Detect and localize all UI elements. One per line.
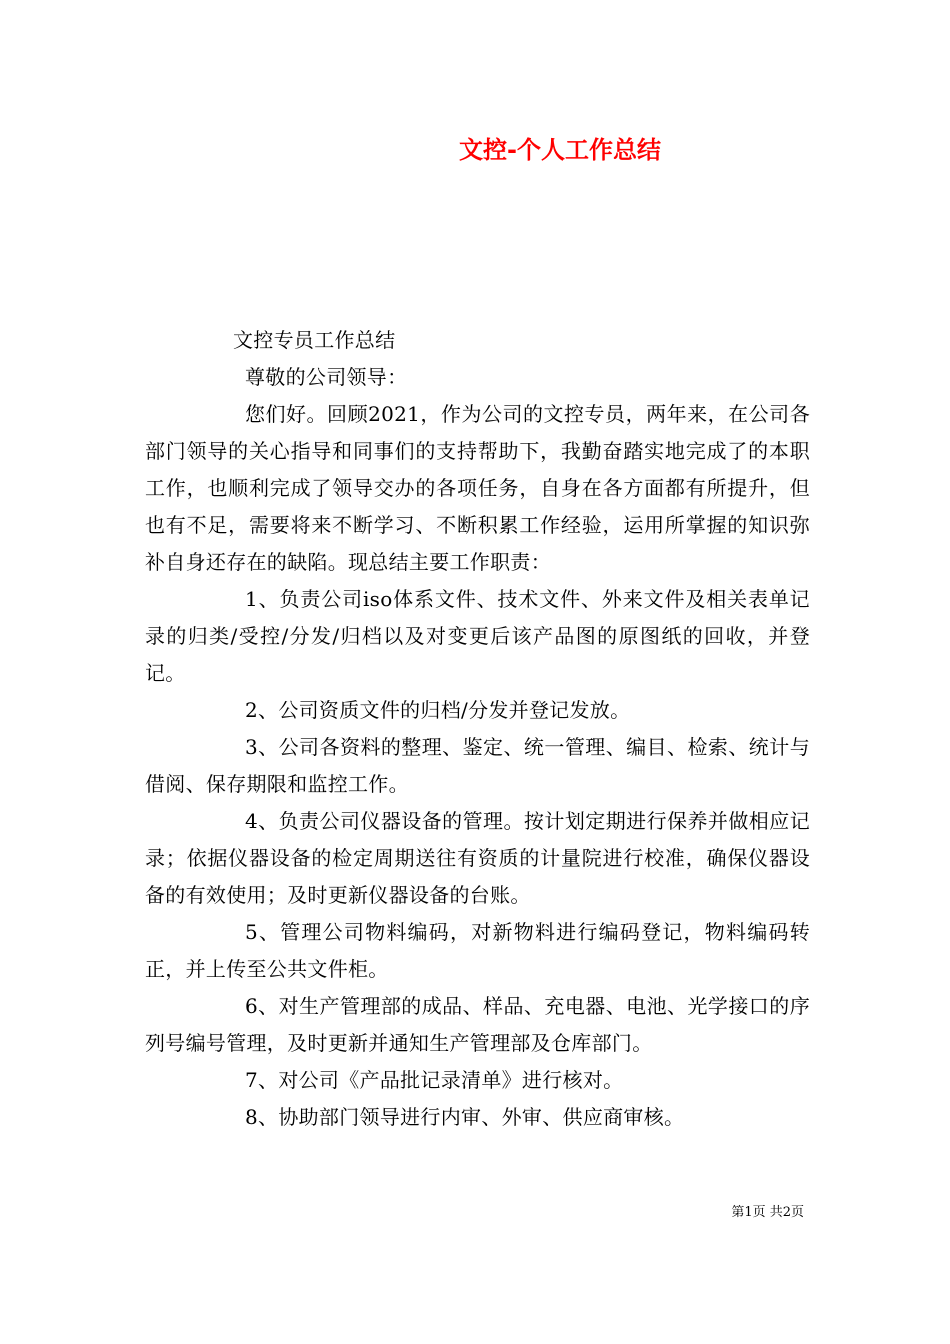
list-item: 5、管理公司物料编码，对新物料进行编码登记，物料编码转正，并上传至公共文件柜。 bbox=[145, 920, 810, 981]
document-title: 文控-个人工作总结 bbox=[459, 136, 661, 164]
section-heading: 文控专员工作总结 bbox=[233, 328, 396, 352]
list-item: 1、负责公司iso体系文件、技术文件、外来文件及相关表单记录的归类/受控/分发/归档以及对变更后该产品图的原图纸的回收，并登记。 bbox=[145, 587, 810, 685]
list-item: 4、负责公司仪器设备的管理。按计划定期进行保养并做相应记录；依据仪器设备的检定周期送往有资质的计量院进行校准，确保仪器设备的有效使用；及时更新仪器设备的台账。 bbox=[145, 809, 810, 907]
list-item: 6、对生产管理部的成品、样品、充电器、电池、光学接口的序列号编号管理，及时更新并通知生产管理部及仓库部门。 bbox=[145, 994, 810, 1055]
intro-paragraph: 您们好。回顾2021，作为公司的文控专员，两年来，在公司各部门领导的关心指导和同事们的支持帮助下，我勤奋踏实地完成了的本职工作，也顺利完成了领导交办的各项任务，自身在各方面都有所提升，但也有不足，需要将来不断学习、不断积累工作经验，运用所掌握的知识弥补自身还存在的缺陷。现总结主要工作职责： bbox=[145, 402, 810, 574]
list-item: 3、公司各资料的整理、鉴定、统一管理、编目、检索、统计与借阅、保存期限和监控工作。 bbox=[145, 735, 810, 796]
salutation: 尊敬的公司领导： bbox=[245, 365, 408, 389]
document-body bbox=[145, 322, 810, 1136]
list-item: 8、协助部门领导进行内审、外审、供应商审核。 bbox=[245, 1105, 685, 1129]
list-item: 2、公司资质文件的归档/分发并登记发放。 bbox=[245, 698, 631, 722]
page-number: 第1页 共2页 bbox=[731, 1205, 804, 1220]
list-item: 7、对公司《产品批记录清单》进行核对。 bbox=[245, 1068, 624, 1092]
